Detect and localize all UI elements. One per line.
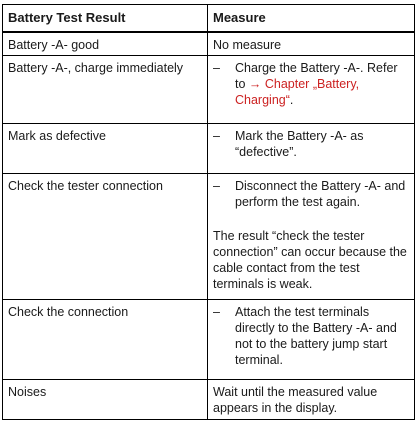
measure-text: No measure <box>213 38 282 52</box>
result-text: Check the connection <box>8 304 129 319</box>
measure-cell <box>208 32 415 55</box>
chapter-link[interactable]: → Chapter „Battery, Charging“ <box>235 76 360 107</box>
measure-list-item <box>208 124 414 160</box>
measure-cell <box>208 379 415 419</box>
measure-cell <box>208 299 415 379</box>
measure-text: Wait until the measured value appears in the display. <box>213 384 378 415</box>
result-cell <box>3 123 208 173</box>
measure-list-item <box>208 174 414 210</box>
result-cell <box>3 379 208 419</box>
table-row <box>3 379 415 419</box>
header-measure: Measure <box>208 5 415 33</box>
result-text: Noises <box>8 384 47 399</box>
dash-bullet: – <box>213 128 220 143</box>
result-cell <box>3 32 208 55</box>
table-row <box>3 299 415 379</box>
result-text: Mark as defective <box>8 128 106 143</box>
measure-list-item <box>208 300 414 368</box>
table-row <box>3 55 415 123</box>
measure-list-item <box>208 56 414 108</box>
result-cell <box>3 173 208 299</box>
table-row <box>3 173 415 299</box>
measure-text <box>235 60 410 108</box>
result-cell <box>3 299 208 379</box>
measure-cell <box>208 173 415 299</box>
header-battery-test-result: Battery Test Result <box>3 5 208 33</box>
measure-pre-text: Charge the Battery -A-. Refer to <box>235 60 398 91</box>
result-text: Battery -A-, charge immediately <box>8 60 184 75</box>
measure-post-text: . <box>289 92 294 107</box>
result-text: Battery -A- good <box>8 38 100 52</box>
measure-cell <box>208 123 415 173</box>
dash-bullet: – <box>213 304 220 319</box>
dash-bullet: – <box>213 178 220 193</box>
measure-text: Disconnect the Battery -A- and perform the test again. <box>235 178 406 209</box>
result-cell <box>3 55 208 123</box>
table-row <box>3 32 415 55</box>
result-text: Check the tester connection <box>8 178 163 193</box>
measure-text: Mark the Battery -A- as “defective”. <box>235 128 364 159</box>
measure-cell <box>208 55 415 123</box>
measure-text: Attach the test terminals directly to the Battery -A- and not to the battery jump start terminal. <box>235 304 397 367</box>
note-text: The result “check the tester connection” can occur because the cable contact from the test terminals is weak. <box>213 228 407 291</box>
dash-bullet: – <box>213 60 220 75</box>
table-header-row <box>3 5 415 33</box>
battery-test-table <box>2 4 415 420</box>
table-row <box>3 123 415 173</box>
